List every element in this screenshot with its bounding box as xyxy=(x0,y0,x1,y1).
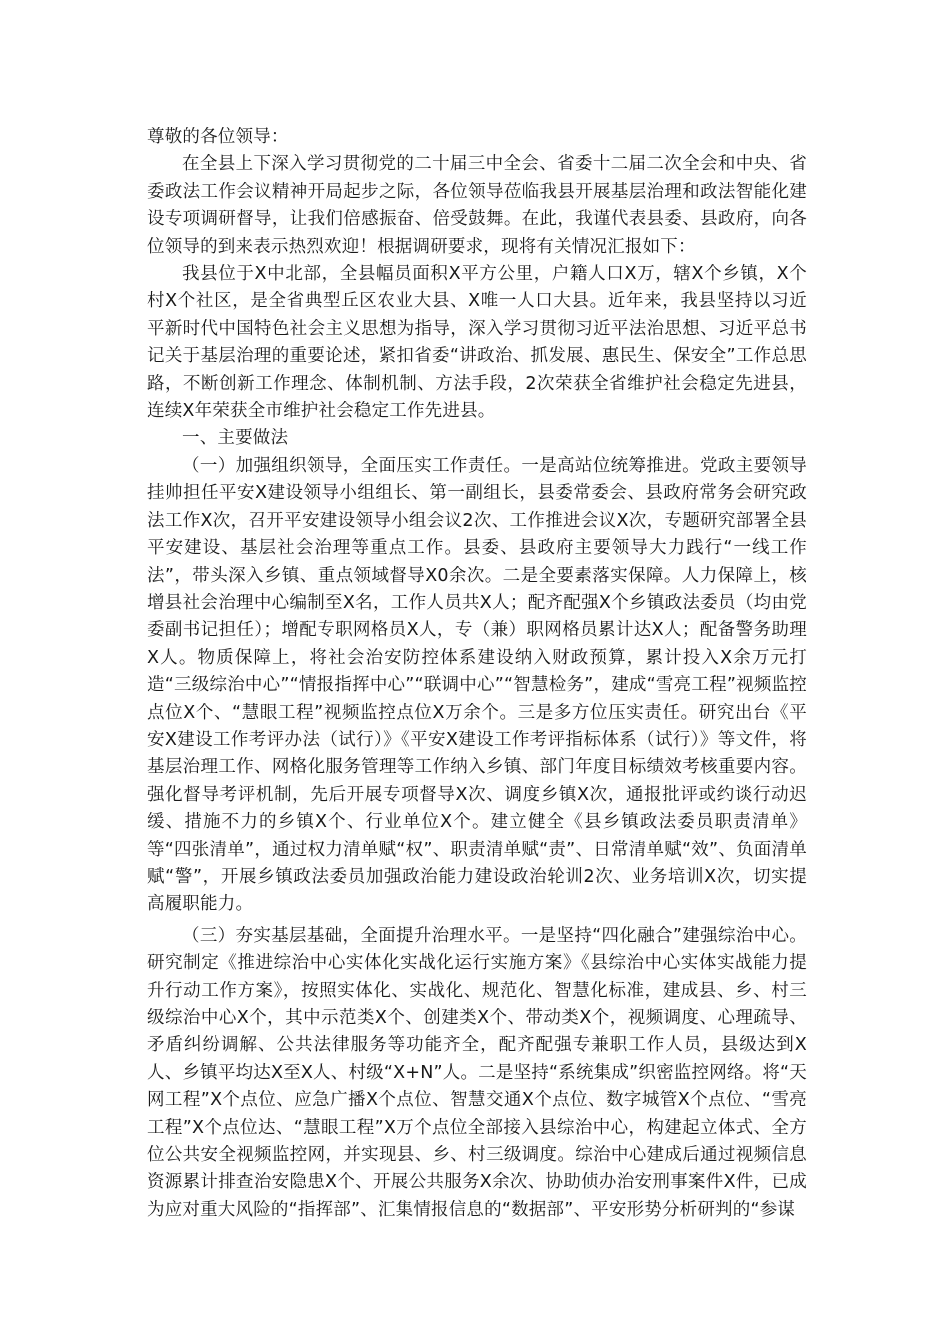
opening-paragraph: 在全县上下深入学习贯彻党的二十届三中全会、省委十二届二次全会和中央、省委政法工作会议精神开局起步之际，各位领导莅临我县开展基层治理和政法智能化建设专项调研督导，让我们倍感振奋、倍受鼓舞。在此，我谨代表县委、县政府，向各位领导的到来表示热烈欢迎！根据调研要求，现将有关情况汇报如下： xyxy=(147,154,807,257)
subsection-grassroots-foundation: （三）夯实基层基础，全面提升治理水平。一是坚持“四化融合”建强综治中心。研究制定《推进综治中心实体化实战化运行实施方案》《县综治中心实体实战能力提升行动工作方案》，按照实体化、实战化、规范化、智慧化标准，建成县、乡、村三级综治中心X个，其中示范类X个、创建类X个、带动类X个，视频调度、心理疏导、矛盾纠纷调解、公共法律服务等功能齐全，配齐配强专兼职工作人员，县级达到X人、乡镇平均达X至X人、村级“X+N”人。二是坚持“系统集成”织密监控网络。将“天网工程”X个点位、应急广播X个点位、智慧交通X个点位、数字城管X个点位、“雪亮工程”X个点位达、“慧眼工程”X万个点位全部接入县综治中心，构建起立体式、全方位公共安全视频监控网，并实现县、乡、村三级调度。综治中心建成后通过视频信息资源累计排查治安隐患X个、开展公共服务X余次、协助侦办治安刑事案件X件，已成为应对重大风险的“指挥部”、汇集情报信息的“数据部”、平安形势分析研判的“参谋 xyxy=(147,925,807,1220)
salutation: 尊敬的各位领导： xyxy=(147,127,289,147)
subsection-organization-leadership: （一）加强组织领导，全面压实工作责任。一是高站位统筹推进。党政主要领导挂帅担任平安X建设领导小组组长、第一副组长，县委常委会、县政府常务会研究政法工作X次，召开平安建设领导小组会议2次、工作推进会议X次，专题研究部署全县平安建设、基层社会治理等重点工作。县委、县政府主要领导大力践行“一线工作法”，带头深入乡镇、重点领域督导X0余次。二是全要素落实保障。人力保障上，核增县社会治理中心编制至X名，工作人员共X人；配齐配强X个乡镇政法委员（均由党委副书记担任）；增配专职网格员X人，专（兼）职网格员累计达X人；配备警务助理X人。物质保障上，将社会治安防控体系建设纳入财政预算，累计投入X余万元打造“三级综治中心”“情报指挥中心”“联调中心”“智慧检务”，建成“雪亮工程”视频监控点位X个、“慧眼工程”视频监控点位X万余个。三是多方位压实责任。研究出台《平安X建设工作考评办法（试行）》《平安X建设工作考评指标体系（试行）》等文件，将基层治理工作、网格化服务管理等工作纳入乡镇、部门年度目标绩效考核重要内容。强化督导考评机制，先后开展专项督导X次、调度乡镇X次，通报批评或约谈行动迟缓、措施不力的乡镇X个、行业单位X个。建立健全《县乡镇政法委员职责清单》等“四张清单”，通过权力清单赋“权”、职责清单赋“责”、日常清单赋“效”、负面清单赋“警”，开展乡镇政法委员加强政治能力建设政治轮训2次、业务培训X次，切实提高履职能力。 xyxy=(147,455,807,915)
county-overview-paragraph: 我县位于X中北部，全县幅员面积X平方公里，户籍人口X万，辖X个乡镇，X个村X个社区，是全省典型丘区农业大县、X唯一人口大县。近年来，我县坚持以习近平新时代中国特色社会主义思想为指导，深入学习贯彻习近平法治思想、习近平总书记关于基层治理的重要论述，紧扣省委“讲政治、抓发展、惠民生、保安全”工作总思路，不断创新工作理念、体制机制、方法手段，2次荣获全省维护社会稳定先进县，连续X年荣获全市维护社会稳定工作先进县。 xyxy=(147,264,807,422)
section-heading: 一、主要做法 xyxy=(182,428,289,449)
document-body xyxy=(147,124,807,1224)
